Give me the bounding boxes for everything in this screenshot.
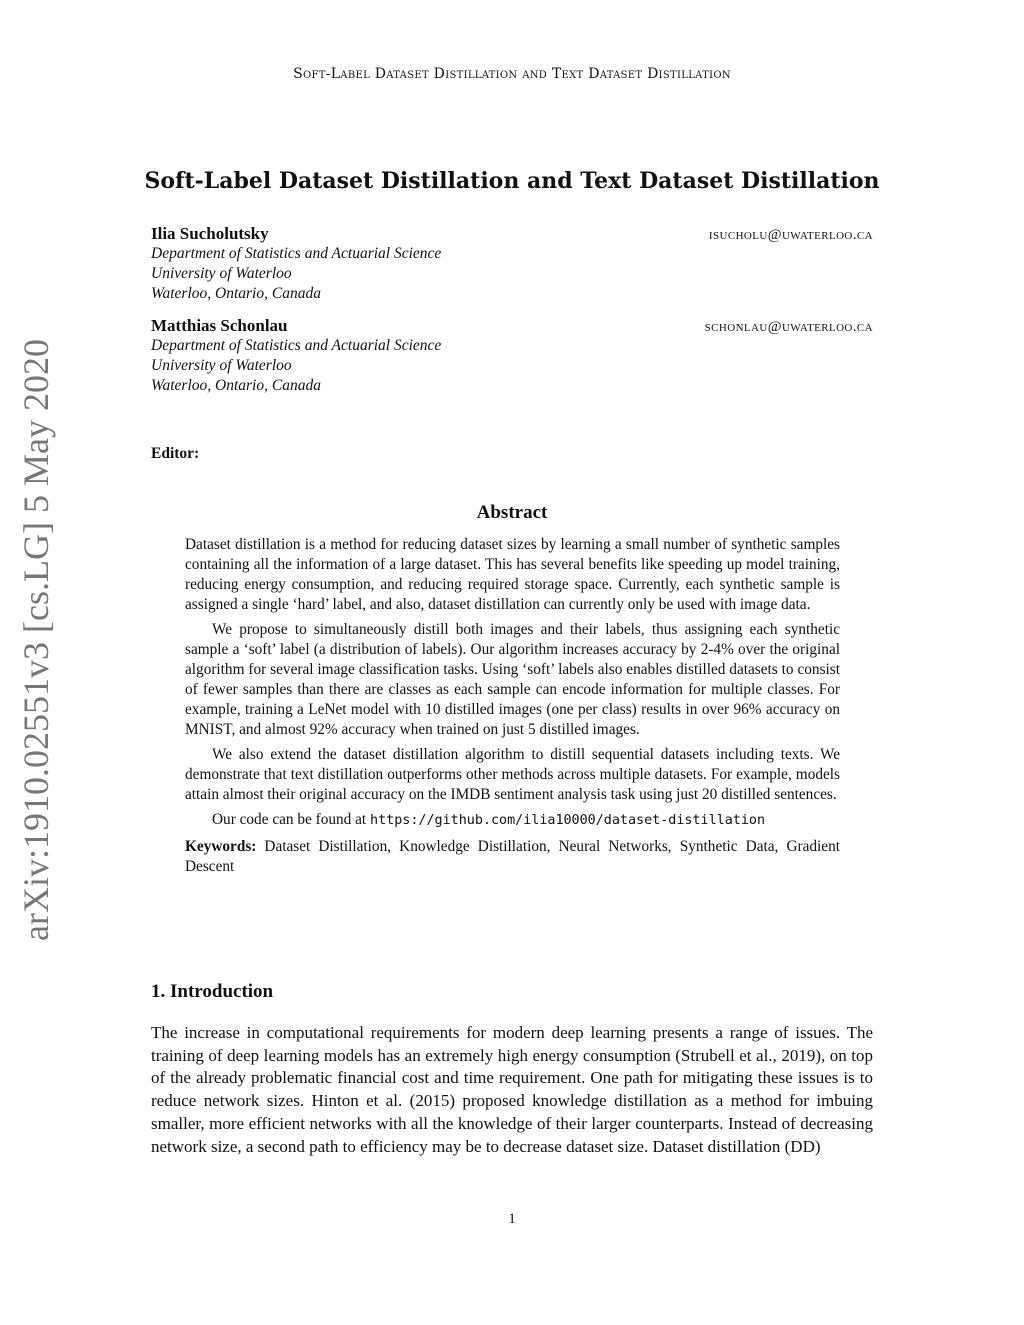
author-name: Matthias Schonlau [151, 316, 288, 335]
editor-label: Editor: [151, 445, 200, 462]
keywords [185, 837, 840, 877]
author-block-2 [151, 316, 873, 396]
introduction-text: The increase in computational requirements for modern deep learning presents a range of issues. The training of deep learning models has an extremely high energy consumption (Strubell et al., 2019), on top of the already problematic financial cost and time requirement. One path for mitigating these issues is to reduce network sizes. Hinton et al. (2015) proposed knowledge distillation as a method for imbuing smaller, more efficient networks with all the knowledge of their larger counterparts. Instead of decreasing network size, a second path to efficiency may be to decrease dataset size. Dataset distillation (DD) [151, 1023, 873, 1156]
author-email[interactable]: isucholu@uwaterloo.ca [708, 227, 873, 243]
paper-title: Soft-Label Dataset Distillation and Text Dataset Distillation [144, 168, 880, 194]
abstract-paragraph: We also extend the dataset distillation algorithm to distill sequential datasets including texts. We demonstrate that text distillation outperforms other methods across multiple datasets. For example, models attain almost their original accuracy on the IMDB sentiment analysis task using just 20 distilled sentences. [185, 746, 840, 803]
abstract-heading: Abstract [476, 502, 548, 523]
abstract-paragraph: We propose to simultaneously distill both images and their labels, thus assigning each synthetic sample a ‘soft’ label (a distribution of labels). Our algorithm increases accuracy by 2-4% over the original algorithm for several image classification tasks. Using ‘soft’ labels also enables distilled datasets to consist of fewer samples than there are classes as each sample can encode information for multiple classes. For example, training a LeNet model with 10 distilled images (one per class) results in over 96% accuracy on MNIST, and almost 92% accuracy when trained on just 5 distilled images. [185, 621, 840, 738]
author-email[interactable]: schonlau@uwaterloo.ca [704, 319, 873, 335]
author-department: Department of Statistics and Actuarial Science [151, 337, 442, 354]
running-head: Soft-Label Dataset Distillation and Text Dataset Distillation [293, 66, 731, 82]
author-location: Waterloo, Ontario, Canada [151, 377, 321, 394]
author-name: Ilia Sucholutsky [151, 224, 269, 243]
author-department: Department of Statistics and Actuarial Science [151, 245, 442, 262]
keywords-text: Dataset Distillation, Knowledge Distillation, Neural Networks, Synthetic Data, Gradient Descent [185, 838, 840, 875]
arxiv-stamp-text: arXiv:1910.02551v3 [cs.LG] 5 May 2020 [16, 339, 57, 941]
arxiv-stamp [14, 339, 58, 941]
section-heading-introduction: 1. Introduction [151, 981, 274, 1002]
abstract-body [185, 535, 840, 877]
author-location: Waterloo, Ontario, Canada [151, 285, 321, 302]
author-block-1 [151, 224, 873, 304]
code-link[interactable]: https://github.com/ilia10000/dataset-distillation [370, 813, 766, 828]
author-university: University of Waterloo [151, 265, 292, 282]
code-prefix: Our code can be found at [212, 811, 371, 828]
author-university: University of Waterloo [151, 357, 292, 374]
keywords-label: Keywords: [185, 838, 257, 855]
page-number: 1 [508, 1211, 516, 1227]
abstract-paragraph: Dataset distillation is a method for reducing dataset sizes by learning a small number of synthetic samples containing all the information of a large dataset. This has several benefits like speeding up model training, reducing energy consumption, and reducing required storage space. Currently, each synthetic sample is assigned a single ‘hard’ label, and also, dataset distillation can currently only be used with image data. [185, 536, 840, 613]
code-availability [185, 810, 840, 831]
